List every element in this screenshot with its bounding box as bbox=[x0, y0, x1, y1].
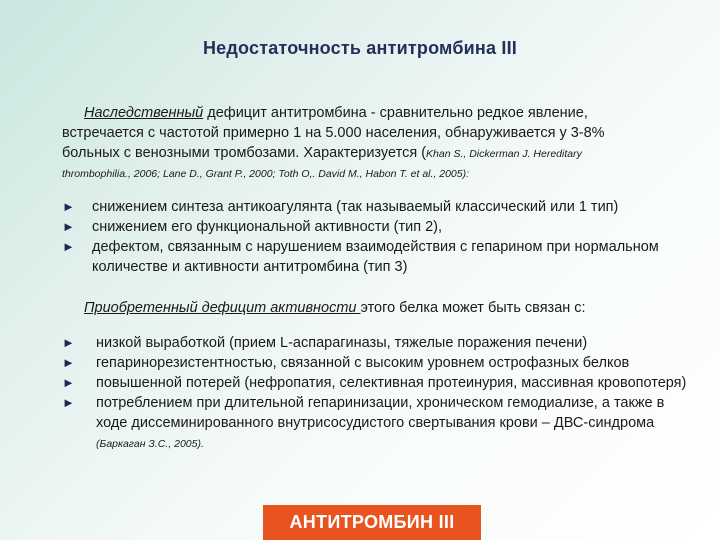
list-item bbox=[62, 237, 682, 277]
list-item bbox=[62, 333, 692, 353]
list-item bbox=[62, 197, 682, 217]
bullet-arrow-icon: ► bbox=[62, 355, 75, 370]
bullet-arrow-icon: ► bbox=[62, 199, 75, 214]
list-item-text: потреблением при длительной гепаринизации, хроническом гемодиализе, а также в ходе диссеминированного внутрисосудистого свертывания крови – ДВС-синдрома bbox=[96, 395, 665, 431]
list-item bbox=[62, 393, 692, 454]
bullet-arrow-icon: ► bbox=[62, 375, 75, 390]
bullet-arrow-icon: ► bbox=[62, 335, 75, 350]
hereditary-term: Наследственный bbox=[84, 105, 204, 121]
list-item-text: низкой выработкой (прием L-аспарагиназы, тяжелые поражения печени) bbox=[96, 335, 588, 351]
list-item-text: гепаринорезистентностью, связанной с высоким уровнем острофазных белков bbox=[96, 355, 630, 371]
intro-paragraph bbox=[62, 103, 702, 184]
list-item bbox=[62, 217, 682, 237]
list-item-text: повышенной потерей (нефропатия, селективная протеинурия, массивная кровопотеря) bbox=[96, 375, 687, 391]
bullet-arrow-icon: ► bbox=[62, 239, 75, 254]
list-item-text: дефектом, связанным с нарушением взаимодействия с гепарином при нормальном количестве и активности антитромбина (тип 3) bbox=[92, 239, 659, 275]
list-item bbox=[62, 353, 692, 373]
bullet-arrow-icon: ► bbox=[62, 395, 75, 410]
acquired-rest: этого белка может быть связан с: bbox=[360, 300, 586, 316]
acquired-causes-list bbox=[62, 333, 692, 454]
citation-hereditary-1: Khan S., Dickerman J. Hereditary bbox=[426, 148, 582, 160]
list-item-text: снижением синтеза антикоагулянта (так называемый классический или 1 тип) bbox=[92, 199, 619, 215]
list-item bbox=[62, 373, 692, 393]
antithrombin-banner: АНТИТРОМБИН III bbox=[263, 505, 481, 540]
acquired-term: Приобретенный дефицит активности bbox=[84, 300, 361, 316]
citation-hereditary-2: thrombophilia., 2006; Lane D., Grant P., 2000; Toth O,. David M., Habon T. et al., 2005): bbox=[62, 168, 470, 180]
intro-line-3: больных с венозными тромбозами. Характеризуется ( bbox=[62, 145, 427, 161]
acquired-deficit-heading bbox=[84, 298, 684, 318]
hereditary-types-list bbox=[62, 197, 682, 277]
bullet-arrow-icon: ► bbox=[62, 219, 75, 234]
intro-line-2: встречается с частотой примерно 1 на 5.000 населения, обнаруживается у 3-8% bbox=[62, 125, 605, 141]
page-title: Недостаточность антитромбина III bbox=[202, 38, 517, 58]
list-item-text: снижением его функциональной активности (тип 2), bbox=[92, 219, 443, 235]
intro-line-1: дефицит антитромбина - сравнительно редкое явление, bbox=[203, 105, 588, 121]
citation-acquired: (Баркаган З.С., 2005). bbox=[96, 438, 204, 450]
